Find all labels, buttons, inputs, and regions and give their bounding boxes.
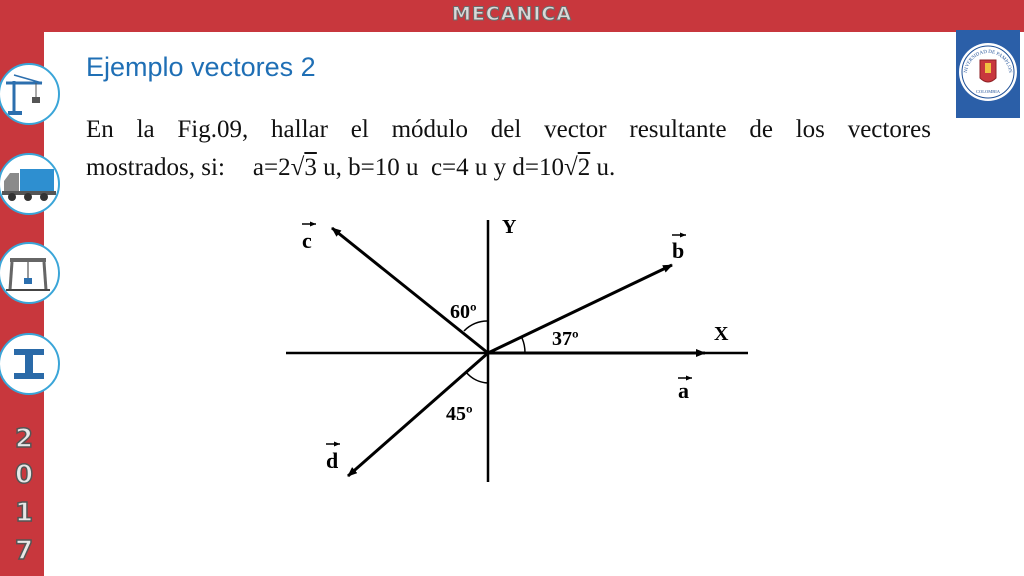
- year-digit: 2: [14, 424, 34, 454]
- course-title: MECANICA: [451, 3, 573, 25]
- vector-b: [488, 265, 672, 353]
- sqrt-sign: √: [290, 154, 305, 181]
- i-beam-icon: [0, 335, 58, 393]
- university-seal-icon: [956, 30, 1020, 118]
- problem-statement-line1: En la Fig.09, hallar el módulo del vector resultante de los vectores: [86, 116, 931, 143]
- angle-label-b: 37º: [552, 328, 579, 350]
- problem-statement-line2: [86, 154, 615, 182]
- truck-badge: [0, 153, 60, 215]
- vector-label-a: a: [678, 378, 689, 403]
- seal-ring-text: NIVERSIDAD DE PAMPLON: [963, 49, 1013, 74]
- crane-badge: [0, 63, 60, 125]
- eq-a-prefix: a=2: [252, 154, 291, 181]
- statement-prefix: mostrados, si:: [86, 154, 225, 181]
- beam-badge: [0, 333, 60, 395]
- sidebar: [0, 0, 44, 576]
- gantry-badge: [0, 242, 60, 304]
- vector-c: [332, 228, 488, 353]
- vector-label-b: b: [672, 238, 685, 263]
- vector-label-d: d: [326, 448, 339, 473]
- year-digit: 7: [14, 536, 34, 566]
- university-logo: [956, 30, 1020, 118]
- angle-label-c: 60º: [450, 301, 477, 323]
- truck-icon: [0, 155, 58, 213]
- gantry-crane-icon: [0, 244, 58, 302]
- seal-bottom-text: COLOMBIA: [975, 89, 1001, 94]
- eq-middle: u, b=10 u c=4 u y d=10: [316, 154, 564, 181]
- angle-arc-b: [522, 338, 525, 353]
- eq-a-root: 3: [304, 154, 317, 181]
- year-digit: 0: [14, 460, 34, 490]
- sqrt-sign: √: [564, 154, 578, 181]
- crane-icon: [0, 65, 58, 123]
- vector-diagram: [280, 200, 760, 490]
- vector-label-c: c: [302, 228, 312, 253]
- x-axis-label: X: [714, 323, 729, 345]
- eq-suffix: u.: [590, 154, 616, 181]
- slide-title: Ejemplo vectores 2: [86, 52, 316, 82]
- vector-values-equation: [253, 154, 615, 182]
- eq-d-root: 2: [577, 154, 591, 181]
- year-digit: 1: [14, 498, 34, 528]
- angle-label-d: 45º: [446, 403, 473, 425]
- angle-arc-d: [466, 372, 488, 383]
- y-axis-label: Y: [502, 216, 517, 238]
